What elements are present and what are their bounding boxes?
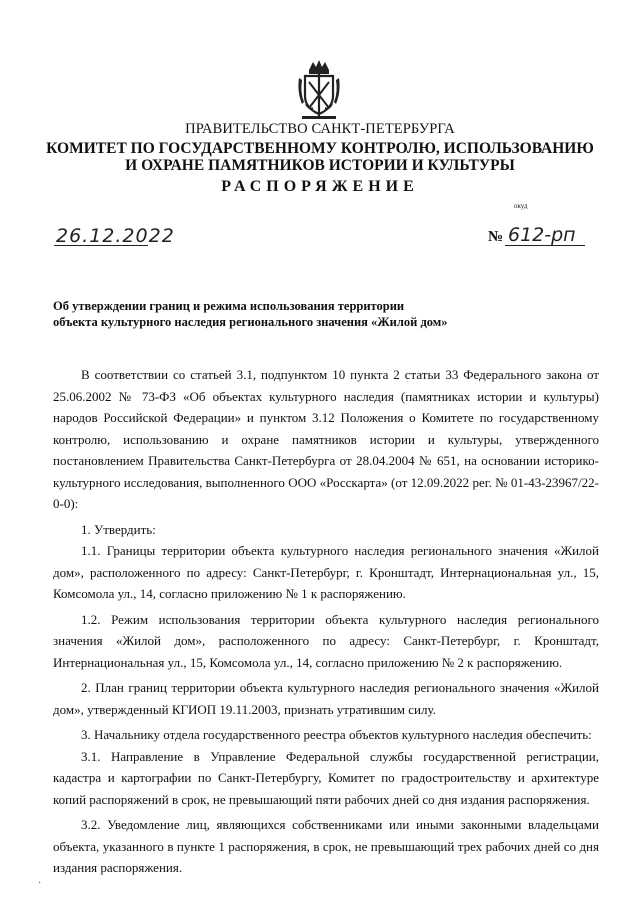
st-petersburg-coat-of-arms-icon: [296, 58, 342, 122]
clause-1: 1. Утвердить:: [81, 521, 156, 537]
number-label: №: [488, 229, 504, 245]
government-title: ПРАВИТЕЛЬСТВО САНКТ-ПЕТЕРБУРГА: [185, 121, 455, 137]
subject-line-2: объекта культурного наследия регионального значения «Жилой дом»: [53, 315, 448, 329]
committee-line-1: КОМИТЕТ ПО ГОСУДАРСТВЕННОМУ КОНТРОЛЮ, ИСПОЛЬЗОВАНИЮ: [46, 140, 594, 157]
clause-2: 2. План границ территории объекта культурного наследия регионального значения «Жилой дом», утвержденный КГИОП 19.11.2003, признать утратившим силу.: [53, 680, 599, 717]
subject-line-1: Об утверждении границ и режима использования территории: [53, 299, 405, 313]
document-type: РАСПОРЯЖЕНИЕ: [221, 178, 419, 195]
committee-line-2: И ОХРАНЕ ПАМЯТНИКОВ ИСТОРИИ И КУЛЬТУРЫ: [125, 157, 515, 174]
margin-mark: ·: [38, 878, 42, 889]
committee-name: [0, 140, 640, 174]
document-date: 26.12.2022: [56, 225, 175, 247]
document-body: [53, 364, 599, 879]
clause-3-2: 3.2. Уведомление лиц, являющихся собственниками или иными законными владельцами объекта, указанного в пункте 1 распоряжения, в срок, не превышающий трех рабочих дней со дня издания распоряжения.: [53, 817, 599, 875]
preamble-paragraph: В соответствии со статьей 3.1, подпунктом 10 пункта 2 статьи 33 Федерального закона от 25.06.2002 № 73-ФЗ «Об объектах культурного наследия (памятниках истории и культуры) народов Российской Федерации» и пунктом 3.12 Положения о Комитете по государственному контролю, использованию и охране памятников истории и культуры, утвержденного постановлением Правительства Санкт-Петербурга от 28.04.2004 № 651, на основании историко-культурного исследования, выполненного ООО «Росскарта» (от 12.09.2022 рег. № 01-43-23967/22-0-0):: [53, 367, 599, 511]
clause-3: 3. Начальнику отдела государственного реестра объектов культурного наследия обеспечить:: [81, 727, 592, 742]
clause-1-1: 1.1. Границы территории объекта культурного наследия регионального значения «Жилой дом», расположенного по адресу: Санкт-Петербург, г. Кронштадт, Интернациональная ул., 15, Комсомола ул., 14, согласно приложению № 1 к распоряжению.: [53, 543, 599, 601]
clause-3-1: 3.1. Направление в Управление Федеральной службы государственной регистрации, кадастра и картографии по Санкт-Петербургу, Комитет по градостроительству и архитектуре копий распоряжений в срок, не превышающий пяти рабочих дней со дня издания распоряжения.: [53, 748, 599, 807]
number-underline: [505, 245, 585, 246]
okud-label: окуд: [514, 202, 528, 210]
document-number: 612-рп: [508, 224, 576, 246]
date-underline: [54, 245, 148, 246]
clause-1-2: 1.2. Режим использования территории объекта культурного наследия регионального значения «Жилой дом», расположенного по адресу: Санкт-Петербург, г. Кронштадт, Интернациональная ул., 15, Комсомола ул., 14, согласно приложению № 2 к распоряжению.: [53, 611, 599, 670]
document-subject: [53, 298, 483, 330]
